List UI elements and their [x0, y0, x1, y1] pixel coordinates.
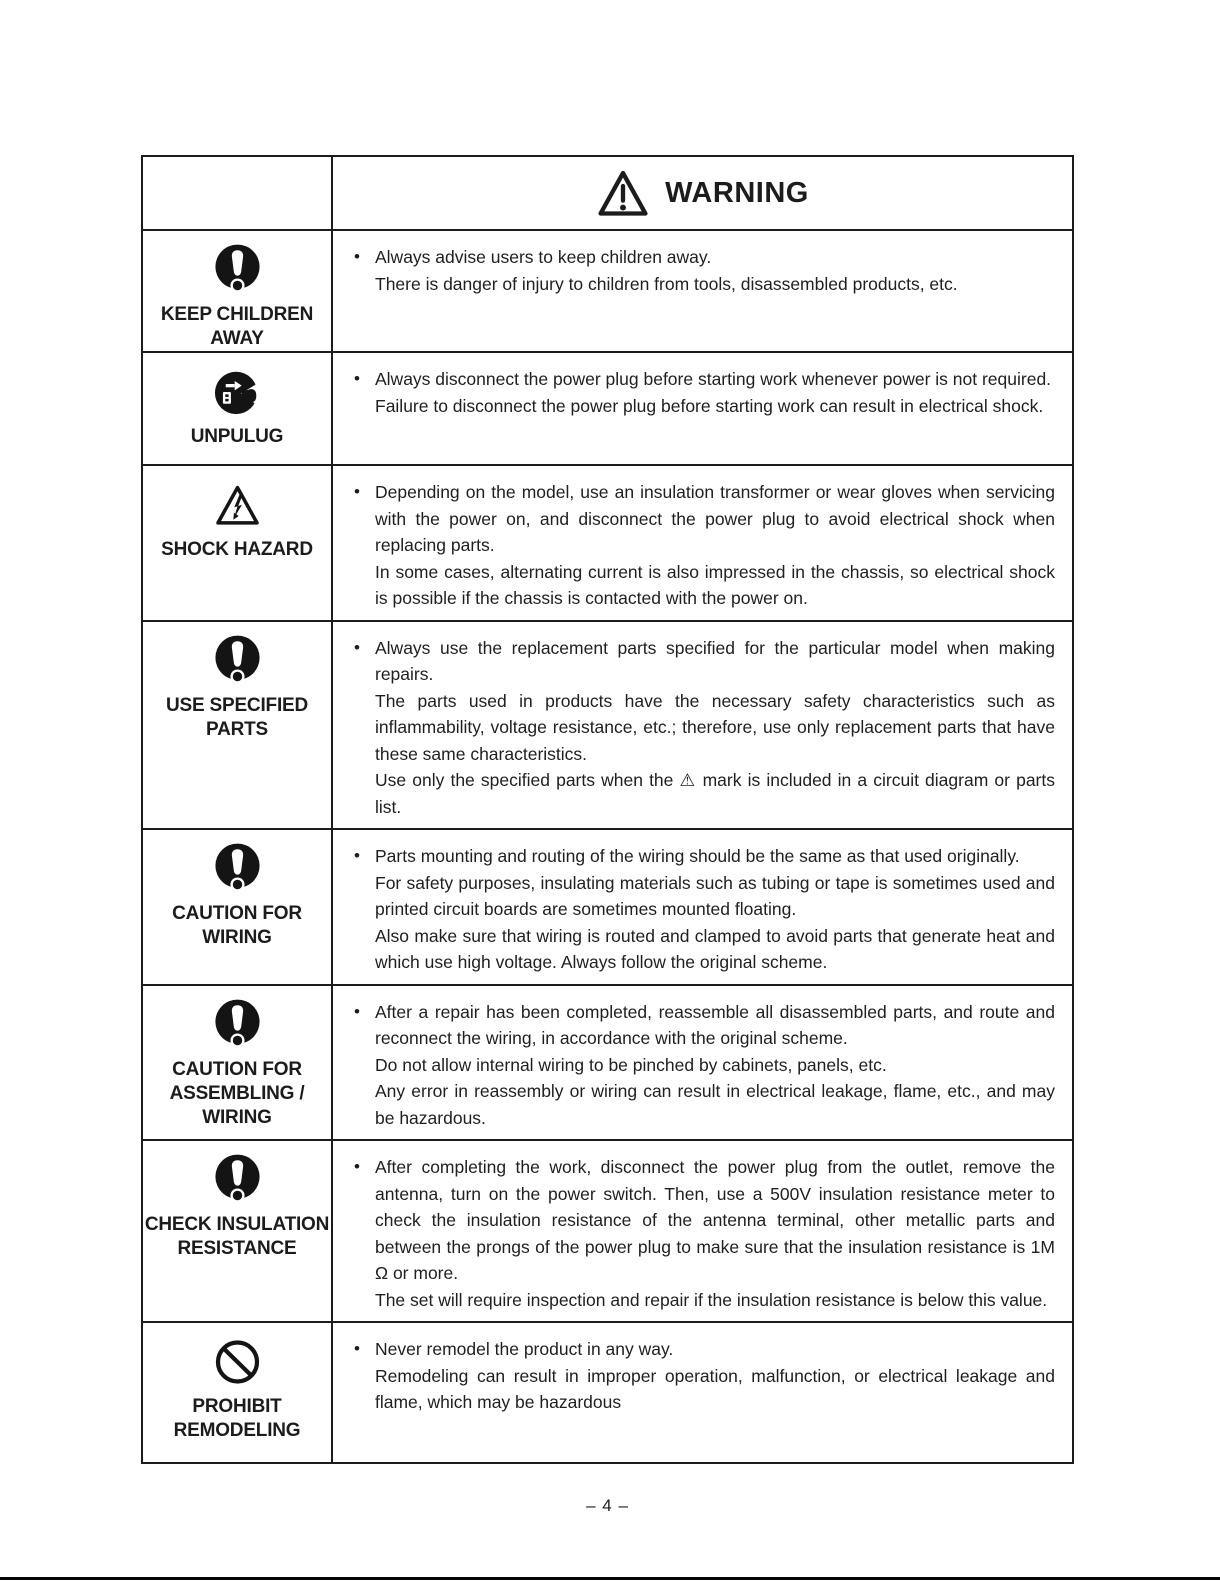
warning-paragraph: Always use the replacement parts specified for the particular model when making repairs.: [375, 637, 1055, 684]
warning-label: USE SPECIFIED PARTS: [165, 694, 309, 740]
warning-label-cell: [143, 986, 333, 1140]
warning-rows: [143, 229, 1072, 1462]
warning-content-cell: [333, 830, 1072, 984]
bullet-marker: •: [354, 846, 360, 865]
warning-text: [375, 999, 1055, 1132]
bullet-marker: •: [354, 482, 360, 501]
warning-row: [143, 1139, 1072, 1321]
warning-content-cell: [333, 231, 1072, 351]
warning-label: SHOCK HAZARD: [161, 539, 313, 560]
mandatory-action-icon: [214, 1154, 261, 1206]
warning-paragraph: Depending on the model, use an insulation transformer or wear gloves when servicing with the power on, and disconnect the power plug to avoid electrical shock when replacing parts.: [375, 482, 1055, 555]
warning-content-cell: [333, 1323, 1072, 1462]
warning-paragraph: Use only the specified parts when the ⚠ mark is included in a circuit diagram or parts list.: [375, 770, 1055, 817]
prohibit-icon: [214, 1336, 261, 1388]
warning-paragraph: In some cases, alternating current is also impressed in the chassis, so electrical shock is possible if the chassis is contacted with the power on.: [375, 561, 1055, 608]
warning-label-cell: [143, 830, 333, 984]
warning-table: [141, 155, 1074, 1464]
mandatory-action-icon: [214, 999, 261, 1051]
warning-text: [375, 635, 1055, 821]
warning-paragraph: Never remodel the product in any way.: [375, 1339, 674, 1359]
bullet-marker: •: [354, 369, 360, 388]
warning-triangle-icon: [596, 168, 650, 218]
warning-header-row: [143, 157, 1072, 229]
warning-text: [375, 843, 1055, 976]
warning-paragraph: Any error in reassembly or wiring can result in electrical leakage, flame, etc., and may be hazardous.: [375, 1081, 1055, 1128]
warning-content-cell: [333, 466, 1072, 620]
shock-hazard-icon: [214, 479, 261, 531]
bullet-marker: •: [354, 1157, 360, 1176]
warning-text: [375, 244, 1055, 297]
warning-row: [143, 1321, 1072, 1462]
bullet-marker: •: [354, 1339, 360, 1358]
warning-label: CAUTION FOR ASSEMBLING / WIRING: [169, 1058, 305, 1128]
warning-text: [375, 1336, 1055, 1416]
mandatory-action-icon: [214, 635, 261, 687]
header-empty-cell: [143, 157, 333, 229]
warning-label: UNPULUG: [190, 426, 284, 447]
warning-paragraph: Do not allow internal wiring to be pinched by cabinets, panels, etc.: [375, 1054, 887, 1075]
warning-label: CHECK INSULATION RESISTANCE: [144, 1214, 330, 1259]
warning-paragraph: The set will require inspection and repair if the insulation resistance is below this value.: [375, 1289, 1048, 1310]
bullet-marker: •: [354, 637, 360, 657]
warning-paragraph: For safety purposes, insulating materials such as tubing or tape is sometimes used and printed circuit boards are sometimes mounted floating.: [375, 872, 1055, 919]
warning-paragraph: There is danger of injury to children from tools, disassembled products, etc.: [375, 273, 958, 294]
warning-label: KEEP CHILDREN AWAY: [160, 304, 314, 349]
warning-paragraph: Always disconnect the power plug before starting work whenever power is not required.: [375, 369, 1052, 389]
warning-label-cell: [143, 1141, 333, 1321]
warning-header-cell: [333, 157, 1072, 229]
warning-content-cell: [333, 1141, 1072, 1321]
warning-label: CAUTION FOR WIRING: [172, 903, 302, 948]
warning-paragraph: Always advise users to keep children away.: [375, 247, 712, 267]
warning-text: [375, 1154, 1055, 1313]
warning-paragraph: Failure to disconnect the power plug before starting work can result in electrical shock.: [375, 395, 1044, 416]
bullet-marker: •: [354, 1001, 360, 1021]
mandatory-action-icon: [214, 244, 261, 296]
warning-row: [143, 620, 1072, 829]
warning-text: [375, 366, 1055, 419]
warning-row: [143, 464, 1072, 620]
warning-row: [143, 984, 1072, 1140]
page-number: – 4 –: [586, 1496, 629, 1515]
warning-row: [143, 229, 1072, 351]
warning-paragraph: Remodeling can result in improper operation, malfunction, or electrical leakage and flame, which may be hazardous: [375, 1365, 1055, 1412]
warning-content-cell: [333, 986, 1072, 1140]
warning-content-cell: [333, 622, 1072, 829]
warning-label-cell: [143, 622, 333, 829]
page-bottom-edge: [0, 1577, 1220, 1580]
warning-row: [143, 351, 1072, 464]
warning-paragraph: Parts mounting and routing of the wiring should be the same as that used originally.: [375, 846, 1020, 866]
mandatory-action-icon: [214, 843, 261, 895]
unplug-icon: [214, 366, 261, 418]
warning-label-cell: [143, 466, 333, 620]
warning-label-cell: [143, 1323, 333, 1462]
warning-row: [143, 828, 1072, 984]
warning-label-cell: [143, 231, 333, 351]
warning-title: WARNING: [665, 176, 809, 209]
warning-label-cell: [143, 353, 333, 464]
warning-paragraph: The parts used in products have the necessary safety characteristics such as inflammability, voltage resistance, etc.; therefore, use only replacement parts that have these same characteristics.: [375, 690, 1055, 764]
warning-paragraph: After completing the work, disconnect the power plug from the outlet, remove the antenna, turn on the power switch. Then, use a 500V insulation resistance meter to check the insulation resistance of the antenna terminal, other metallic parts and between the prongs of the power plug to make sure that the insulation resistance is 1M Ω or more.: [375, 1157, 1055, 1283]
warning-text: [375, 479, 1055, 612]
warning-paragraph: Also make sure that wiring is routed and clamped to avoid parts that generate heat and which use high voltage. Always follow the original scheme.: [375, 925, 1055, 972]
warning-content-cell: [333, 353, 1072, 464]
bullet-marker: •: [354, 247, 360, 266]
warning-label: PROHIBIT REMODELING: [173, 1396, 301, 1441]
warning-paragraph: After a repair has been completed, reassemble all disassembled parts, and route and reconnect the wiring, in accordance with the original scheme.: [375, 1001, 1055, 1048]
